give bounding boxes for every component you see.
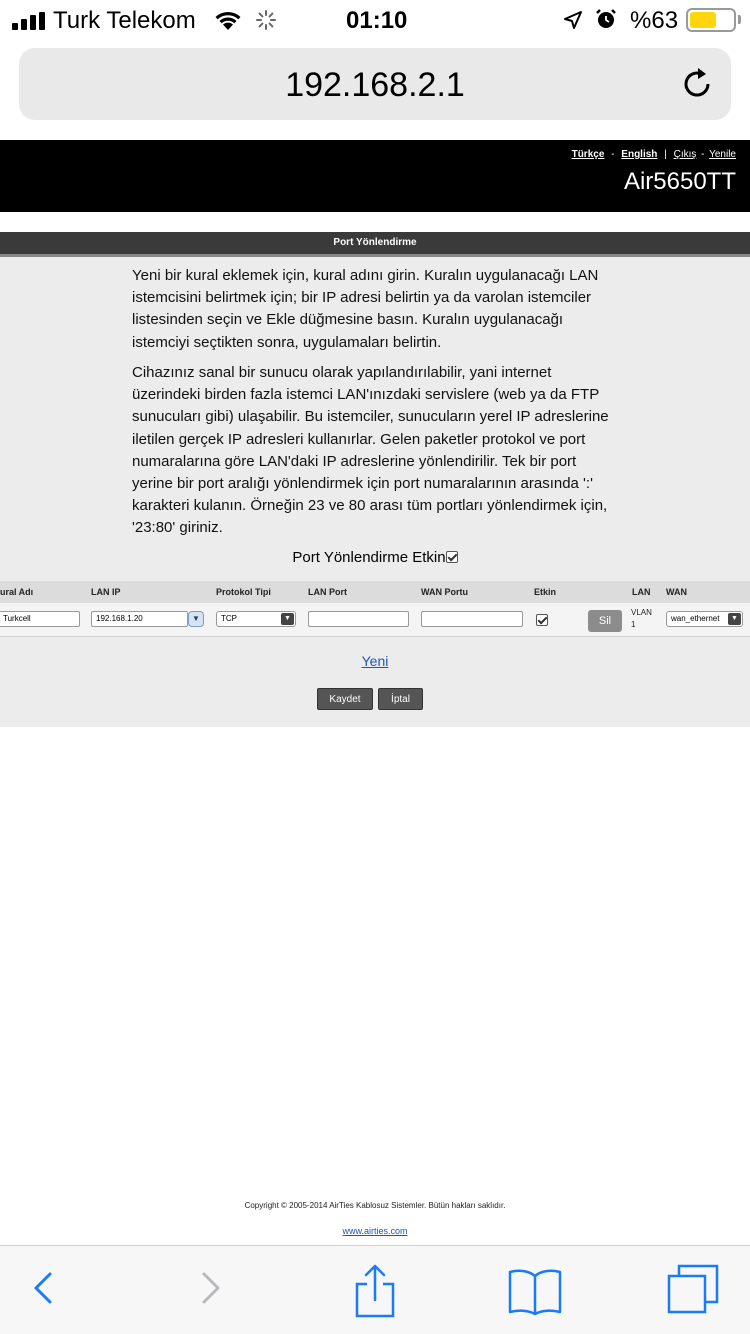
lan-value-line: 1 <box>631 620 636 629</box>
new-rule-link[interactable]: Yeni <box>361 653 389 669</box>
url-text[interactable]: 192.168.2.1 <box>285 66 465 104</box>
back-icon[interactable] <box>30 1264 56 1312</box>
battery-tip <box>738 15 741 24</box>
enable-label: Port Yönlendirme Etkin <box>292 549 446 566</box>
chevron-down-icon: ▼ <box>192 614 200 623</box>
separator: - <box>701 149 705 160</box>
lang-turkish-link[interactable]: Türkçe <box>571 149 605 160</box>
enable-row <box>0 549 750 566</box>
lan-value-line: VLAN <box>631 608 652 617</box>
intro-paragraph: Yeni bir kural eklemek için, kural adını girin. Kuralın uygulanacağı LAN istemcisini belirtmek için; bir IP adresi belirtin ya da varolan istemciler listesinden seçin ve Ekle düğmesine basın. Kuralın uygulanacağı istemciyi seçtikten sonra, uygulamaları belirtin. <box>132 267 599 351</box>
language-links <box>572 149 736 160</box>
page-title: Port Yönlendirme <box>0 232 750 254</box>
wifi-icon <box>213 9 243 31</box>
rule-enabled-checkbox[interactable] <box>536 614 548 626</box>
tabs-icon[interactable] <box>667 1264 721 1316</box>
cancel-button[interactable]: İptal <box>378 688 423 710</box>
col-protocol: Protokol Tipi <box>216 587 271 597</box>
address-bar[interactable] <box>19 48 731 120</box>
chevron-down-icon: ▼ <box>728 613 741 625</box>
status-bar <box>0 0 750 40</box>
wan-value: wan_ethernet <box>671 614 720 623</box>
browser-toolbar <box>0 1245 750 1334</box>
carrier-name: Turk Telekom <box>53 7 196 34</box>
protocol-select[interactable] <box>216 611 296 627</box>
col-rule-name: ural Adı <box>0 587 34 597</box>
forward-icon[interactable] <box>198 1264 224 1312</box>
lan-port-input[interactable] <box>308 611 409 627</box>
table-row <box>0 603 750 637</box>
col-wan: WAN <box>666 587 687 597</box>
location-arrow-icon <box>563 10 583 30</box>
refresh-link[interactable]: Yenile <box>709 149 736 160</box>
separator: | <box>664 149 667 160</box>
share-icon[interactable] <box>353 1264 397 1318</box>
lan-ip-input[interactable]: 192.168.1.20 <box>91 611 188 627</box>
save-button[interactable]: Kaydet <box>317 688 373 710</box>
copyright-text: Copyright © 2005-2014 AirTies Kablosuz Sistemler. Bütün hakları saklıdır. <box>244 1201 506 1210</box>
delete-button[interactable]: Sil <box>588 610 622 632</box>
col-lan-port: LAN Port <box>308 587 347 597</box>
rule-name-input[interactable]: Turkcell <box>0 611 80 627</box>
website-row <box>0 1226 750 1236</box>
lan-ip-dropdown-button[interactable] <box>188 611 204 627</box>
col-wan-port: WAN Portu <box>421 587 468 597</box>
lan-value <box>631 607 652 631</box>
logout-link[interactable]: Çıkış <box>673 149 697 160</box>
chevron-down-icon: ▼ <box>281 613 294 625</box>
lang-english-link[interactable]: English <box>621 149 658 160</box>
device-model: Air5650TT <box>623 168 736 195</box>
activity-spinner-icon <box>256 10 276 30</box>
website-link[interactable]: www.airties.com <box>342 1226 408 1236</box>
port-forwarding-panel <box>0 232 750 727</box>
table-header <box>0 581 750 603</box>
battery-icon <box>686 8 736 32</box>
wan-select[interactable] <box>666 611 743 627</box>
alarm-icon <box>595 8 617 30</box>
help-paragraph: Cihazınız sanal bir sunucu olarak yapılandırılabilir, yani internet üzerindeki birden fazla istemci LAN'ınızdaki servislere (web ya da FTP sunucuları gibi) ulaşabilir. Bu istemciler, sunucuların yerel IP adreslerine iletilen gerçek IP adresleri kullanırlar. Gelen paketler protokol ve port numaralarına göre LAN'daki IP adreslerine yönlendirilir. Tek bir port yerine bir port aralığı yönlendirmek için port numaralarının arasında ':' karakteri kulanın. Örneğin 23 ve 80 arası tüm portları yönlendirmek için, '23:80' giriniz. <box>132 364 609 537</box>
battery-percent: %63 <box>630 7 679 34</box>
protocol-value: TCP <box>221 614 237 623</box>
bookmarks-icon[interactable] <box>508 1268 562 1316</box>
status-time: 01:10 <box>346 7 408 34</box>
separator: - <box>611 149 615 160</box>
col-enabled: Etkin <box>534 587 557 597</box>
router-header <box>0 140 750 212</box>
new-rule-row <box>0 653 750 669</box>
signal-icon <box>12 12 45 30</box>
title-divider <box>0 254 750 257</box>
reload-icon[interactable] <box>681 66 715 102</box>
wan-port-input[interactable] <box>421 611 523 627</box>
enable-checkbox[interactable] <box>446 551 458 563</box>
col-lan: LAN <box>632 587 651 597</box>
col-lan-ip: LAN IP <box>91 587 121 597</box>
